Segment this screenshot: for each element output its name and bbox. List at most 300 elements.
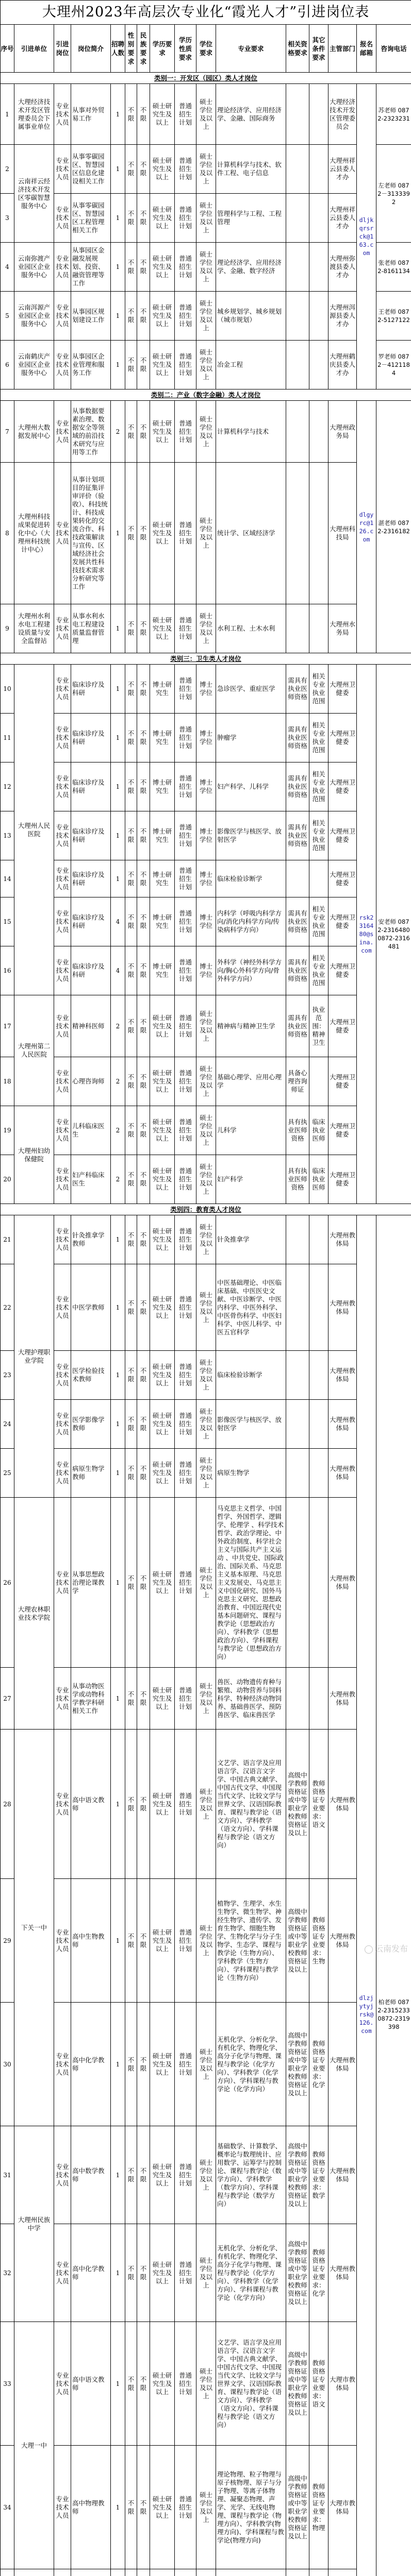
ethnicity-cell: 不限 — [137, 1498, 150, 1668]
other-cell — [309, 2569, 328, 2576]
ethnicity-cell: 不限 — [137, 1668, 150, 1730]
position-cell: 专业技术人员 — [54, 1879, 71, 2003]
ethnicity-cell: 不限 — [137, 811, 150, 860]
education-type-cell: 普通招生计划 — [175, 1057, 196, 1106]
count-cell: 1 — [111, 665, 125, 714]
position-cell: 专业技术人员 — [54, 1215, 71, 1264]
position-cell: 专业技术人员 — [54, 1351, 71, 1400]
degree-cell: 硕士学位及以上 — [196, 1879, 216, 2003]
seq-cell: 12 — [1, 762, 14, 811]
seq-cell: 28 — [1, 1730, 14, 1879]
gender-cell: 不限 — [125, 1668, 137, 1730]
qualification-cell: 具有执业医师资格 — [286, 1106, 309, 1155]
education-cell: 硕士研究生及以上 — [150, 194, 175, 243]
qualification-cell: 高级中学教师资格证或中等职业学校教师资格证及以上 — [286, 2224, 309, 2322]
count-cell: 1 — [111, 714, 125, 762]
position-cell: 专业技术人员 — [54, 1449, 71, 1498]
table-row — [1, 1668, 411, 1730]
other-cell — [309, 1264, 328, 1351]
position-cell: 专业技术人员 — [54, 860, 71, 897]
department-cell: 大理经济技术开发区管理委员会 — [328, 84, 357, 145]
seq-cell: 5 — [1, 292, 14, 341]
education-cell: 硕士研究生及以上 — [150, 1668, 175, 1730]
table-row — [1, 811, 411, 860]
ethnicity-cell: 不限 — [137, 714, 150, 762]
education-cell: 硕士研究生及以上 — [150, 1264, 175, 1351]
ethnicity-cell: 不限 — [137, 1449, 150, 1498]
qualification-cell: 需具有执业医师资格 — [286, 811, 309, 860]
department-cell: 大理州洱源县委人才办 — [328, 292, 357, 341]
education-cell: 硕士研究生及以上 — [150, 1106, 175, 1155]
degree-cell: 硕士学位及以上 — [196, 1215, 216, 1264]
education-cell: 硕士研究生及以上 — [150, 2446, 175, 2569]
header-qualification: 相关资格要求 — [286, 25, 309, 73]
department-cell: 大理州卫健委 — [328, 1155, 357, 1204]
ethnicity-cell: 不限 — [137, 145, 150, 194]
position-cell: 专业技术人员 — [54, 946, 71, 995]
department-cell: 大理州卫健委 — [328, 665, 357, 714]
table-row — [1, 714, 411, 762]
department-cell: 大理州弥渡县委人才办 — [328, 243, 357, 292]
position-cell: 专业技术人员 — [54, 762, 71, 811]
seq-cell: 15 — [1, 897, 14, 946]
description-cell: 高中语文教师 — [71, 2322, 111, 2446]
education-type-cell: 普通招生计划 — [175, 995, 196, 1057]
ethnicity-cell: 不限 — [137, 243, 150, 292]
category-label: 类别三：卫生类人才岗位 — [1, 653, 411, 665]
description-cell: 临床诊疗及科研 — [71, 665, 111, 714]
table-row — [1, 665, 411, 714]
seq-cell: 16 — [1, 946, 14, 995]
qualification-cell — [286, 604, 309, 653]
seq-cell: 29 — [1, 1879, 14, 2003]
table-row — [1, 2322, 411, 2446]
count-cell: 1 — [111, 604, 125, 653]
ethnicity-cell: 不限 — [137, 1155, 150, 1204]
education-type-cell: 普通招生计划 — [175, 84, 196, 145]
gender-cell: 不限 — [125, 1106, 137, 1155]
degree-cell: 硕士学位及以上 — [196, 1668, 216, 1730]
category-label: 类别四：教育类人才岗位 — [1, 1204, 411, 1215]
table-row — [1, 1106, 411, 1155]
gender-cell: 不限 — [125, 1730, 137, 1879]
table-row — [1, 1057, 411, 1106]
position-cell: 专业技术人员 — [54, 995, 71, 1057]
education-type-cell: 普通招生计划 — [175, 1730, 196, 1879]
qualification-cell — [286, 194, 309, 243]
email-cell: rsk2316480@sina.com — [357, 665, 376, 1204]
ethnicity-cell: 不限 — [137, 946, 150, 995]
other-cell — [309, 1057, 328, 1106]
description-cell: 从事思想政治理论课教学 — [71, 1498, 111, 1668]
description-cell — [71, 2569, 111, 2576]
seq-cell: 32 — [1, 2224, 14, 2322]
header-unit: 引进单位 — [14, 25, 54, 73]
position-cell: 专业技术人员 — [54, 84, 71, 145]
unit-cell — [14, 2569, 54, 2576]
description-cell: 高中化学教师 — [71, 2224, 111, 2322]
description-cell: 从事水利水电工程建设质量监督管理 — [71, 604, 111, 653]
department-cell: 大理州卫健委 — [328, 897, 357, 946]
table-row — [1, 1730, 411, 1879]
description-cell: 精神科医师 — [71, 995, 111, 1057]
seq-cell: 21 — [1, 1215, 14, 1264]
education-type-cell: 普通招生计划 — [175, 1351, 196, 1400]
count-cell: 1 — [111, 1879, 125, 2003]
ethnicity-cell — [137, 2569, 150, 2576]
department-cell: 大理州卫健委 — [328, 1057, 357, 1106]
unit-cell: 大理州水利水电工程建设质量与安全监督站 — [14, 604, 54, 653]
seq-cell: 1 — [1, 84, 14, 145]
position-cell: 专业技术人员 — [54, 1106, 71, 1155]
position-cell: 专业技术人员 — [54, 665, 71, 714]
gender-cell: 不限 — [125, 2446, 137, 2569]
ethnicity-cell: 不限 — [137, 1351, 150, 1400]
education-type-cell: 普通招生计划 — [175, 194, 196, 243]
major-cell: 影像医学与核医学、放射医学 — [216, 811, 286, 860]
education-cell: 硕士研究生及以上 — [150, 145, 175, 194]
ethnicity-cell: 不限 — [137, 401, 150, 463]
position-cell: 专业技术人员 — [54, 2322, 71, 2446]
seq-cell: 18 — [1, 1057, 14, 1106]
count-cell: 1 — [111, 2446, 125, 2569]
education-type-cell: 普通招生计划 — [175, 2322, 196, 2446]
other-cell: 相关专业执业范围 — [309, 946, 328, 995]
ethnicity-cell: 不限 — [137, 194, 150, 243]
other-cell: 相关专业执业范围 — [309, 897, 328, 946]
qualification-cell — [286, 463, 309, 604]
major-cell: 城乡规划学、城乡规划（城市规划） — [216, 292, 286, 341]
table-row — [1, 2224, 411, 2322]
table-row — [1, 292, 411, 341]
degree-cell: 硕士学位及以上 — [196, 1057, 216, 1106]
major-cell: 无机化学、分析化学、有机化学、物理化学、高分子化学与物理、课程与教学论（化学方向）、学科教学（化学方向）、学科课程与教学论（化学方向） — [216, 2003, 286, 2126]
description-cell: 从事动物医学或动物科学教学科研相关工作 — [71, 1668, 111, 1730]
major-cell — [216, 2569, 286, 2576]
gender-cell: 不限 — [125, 1057, 137, 1106]
seq-cell: 26 — [1, 1498, 14, 1668]
gender-cell: 不限 — [125, 714, 137, 762]
description-cell: 高中生物教师 — [71, 1879, 111, 2003]
qualification-cell — [286, 1668, 309, 1730]
table-row — [1, 1400, 411, 1449]
position-cell: 专业技术人员 — [54, 1668, 71, 1730]
description-cell: 高中物理教师 — [71, 2446, 111, 2569]
education-cell: 硕士研究生及以上 — [150, 2224, 175, 2322]
table-row — [1, 1449, 411, 1498]
major-cell: 统计学、区域经济学 — [216, 463, 286, 604]
qualification-cell — [286, 1449, 309, 1498]
seq-cell: 7 — [1, 401, 14, 463]
description-cell: 针灸推拿学教师 — [71, 1215, 111, 1264]
position-cell: 专业技术人员 — [54, 243, 71, 292]
gender-cell: 不限 — [125, 1498, 137, 1668]
degree-cell: 博士学位 — [196, 665, 216, 714]
table-row — [1, 1351, 411, 1400]
table-row — [1, 1215, 411, 1264]
count-cell — [111, 2569, 125, 2576]
email-cell: dlzjytyjrsk@126.com — [357, 1215, 376, 2576]
seq-cell: 19 — [1, 1106, 14, 1155]
other-cell — [309, 145, 328, 194]
position-cell: 专业技术人员 — [54, 1400, 71, 1449]
position-cell: 专业技术人员 — [54, 341, 71, 389]
count-cell: 1 — [111, 292, 125, 341]
other-cell: 临床执业医师 — [309, 1155, 328, 1204]
education-cell: 硕士研究生及以上 — [150, 243, 175, 292]
phone-cell: 张老师 0872-8161134 — [376, 243, 411, 292]
gender-cell: 不限 — [125, 665, 137, 714]
gender-cell: 不限 — [125, 2224, 137, 2322]
description-cell: 心理咨询师 — [71, 1057, 111, 1106]
email-cell: dljkqrsrck@163.com — [357, 84, 376, 389]
education-cell: 硕士研究生及以上 — [150, 341, 175, 389]
position-cell: 专业技术人员 — [54, 1155, 71, 1204]
major-cell: 基础数学、计算数学、概率论与数理统计、应用数学、运筹学与控制论、课程与教学论（数学方向）、学科教学（数学方向）、学科课程与教学论（数学方向） — [216, 2126, 286, 2224]
degree-cell — [196, 2569, 216, 2576]
unit-cell: 下关一中 — [14, 1730, 54, 2126]
phone-cell: 罗老师 0872－4121184 — [376, 341, 411, 389]
education-cell: 硕士研究生及以上 — [150, 1730, 175, 1879]
degree-cell: 博士学位 — [196, 897, 216, 946]
qualification-cell: 高级中学教师资格证或中等职业学校教师资格证及以上 — [286, 2322, 309, 2446]
qualification-cell: 高级中学教师资格证或中等职业学校教师资格证及以上 — [286, 2446, 309, 2569]
count-cell: 1 — [111, 1498, 125, 1668]
qualification-cell — [286, 1264, 309, 1351]
ethnicity-cell: 不限 — [137, 84, 150, 145]
description-cell: 从事园区规划建设工作 — [71, 292, 111, 341]
ethnicity-cell: 不限 — [137, 860, 150, 897]
degree-cell: 硕士学位及以上 — [196, 2126, 216, 2224]
major-cell: 针灸推拿学 — [216, 1215, 286, 1264]
degree-cell: 硕士学位及以上 — [196, 145, 216, 194]
description-cell: 临床诊疗及科研 — [71, 714, 111, 762]
description-cell: 高中化学教师 — [71, 2003, 111, 2126]
position-cell: 专业技术人员 — [54, 714, 71, 762]
major-cell: 中医基础理论、中医临床基础、中医医史文献、中医诊断学、中医内科学、中医外科学、中医骨伤科学、中医妇科学、中医儿科学、中医五官科学 — [216, 1264, 286, 1351]
ethnicity-cell: 不限 — [137, 995, 150, 1057]
seq-cell: 25 — [1, 1449, 14, 1498]
count-cell: 2 — [111, 1155, 125, 1204]
ethnicity-cell: 不限 — [137, 341, 150, 389]
header-email: 报名邮箱 — [357, 25, 376, 73]
qualification-cell — [286, 341, 309, 389]
education-cell: 博士研究生 — [150, 762, 175, 811]
count-cell: 1 — [111, 243, 125, 292]
header-department: 主管部门 — [328, 25, 357, 73]
count-cell: 1 — [111, 1730, 125, 1879]
department-cell: 大理州卫健委 — [328, 860, 357, 897]
degree-cell: 硕士学位及以上 — [196, 1155, 216, 1204]
major-cell: 内科学（呼吸内科学方向/消化内科学方向/传染病科学方向） — [216, 897, 286, 946]
degree-cell: 硕士学位及以上 — [196, 995, 216, 1057]
table-row — [1, 243, 411, 292]
unit-cell: 大理农林职业技术学院 — [14, 1498, 54, 1730]
degree-cell: 博士学位 — [196, 762, 216, 811]
ethnicity-cell: 不限 — [137, 2224, 150, 2322]
education-type-cell: 普通招生计划 — [175, 811, 196, 860]
major-cell: 冶金工程 — [216, 341, 286, 389]
education-cell: 硕士研究生及以上 — [150, 292, 175, 341]
table-row — [1, 860, 411, 897]
position-cell: 专业技术人员 — [54, 2446, 71, 2569]
description-cell: 临床诊疗及科研 — [71, 897, 111, 946]
category-label: 类别二：产业（数字金融）类人才岗位 — [1, 389, 411, 401]
header-position: 引进岗位 — [54, 25, 71, 73]
qualification-cell — [286, 1215, 309, 1264]
watermark-text: 云南发布 — [375, 1944, 408, 1954]
qualification-cell: 需具有执业医师资格 — [286, 714, 309, 762]
other-cell — [309, 1215, 328, 1264]
qualification-cell: 需具有执业医师资格 — [286, 995, 309, 1057]
qualification-cell: 高级中学教师资格证或中等职业学校教师资格证及以上 — [286, 1730, 309, 1879]
education-type-cell: 普通招生计划 — [175, 1668, 196, 1730]
other-cell: 相关专业执业范围 — [309, 811, 328, 860]
department-cell: 大理州教体局 — [328, 1498, 357, 1668]
education-cell: 硕士研究生及以上 — [150, 1498, 175, 1668]
count-cell: 1 — [111, 84, 125, 145]
gender-cell: 不限 — [125, 1449, 137, 1498]
other-cell — [309, 860, 328, 897]
qualification-cell — [286, 2569, 309, 2576]
seq-cell: 27 — [1, 1668, 14, 1730]
other-cell — [309, 1400, 328, 1449]
department-cell: 大理州教体局 — [328, 2003, 357, 2126]
description-cell: 医学影像学教师 — [71, 1400, 111, 1449]
header-other: 其它条件要求 — [309, 25, 328, 73]
count-cell: 2 — [111, 1106, 125, 1155]
header-major: 专业要求 — [216, 25, 286, 73]
gender-cell: 不限 — [125, 604, 137, 653]
department-cell: 大理州水务局 — [328, 604, 357, 653]
count-cell: 1 — [111, 2003, 125, 2126]
other-cell: 教师资格证专业要求：化学 — [309, 2224, 328, 2322]
major-cell: 临床检验诊断学 — [216, 1351, 286, 1400]
other-cell — [309, 341, 328, 389]
ethnicity-cell: 不限 — [137, 2003, 150, 2126]
education-type-cell: 普通招生计划 — [175, 1498, 196, 1668]
ethnicity-cell: 不限 — [137, 2322, 150, 2446]
department-cell: 大理州卫健委 — [328, 1106, 357, 1155]
position-cell: 专业技术人员 — [54, 2224, 71, 2322]
education-type-cell: 普通招生计划 — [175, 292, 196, 341]
table-body — [1, 73, 411, 2576]
education-type-cell: 普通招生计划 — [175, 762, 196, 811]
seq-cell: 23 — [1, 1351, 14, 1400]
department-cell: 大理州教体局 — [328, 2126, 357, 2224]
ethnicity-cell: 不限 — [137, 1264, 150, 1351]
header-count: 招聘人数 — [111, 25, 125, 73]
table-row — [1, 194, 411, 243]
description-cell: 从事园区企业管理和服务工作 — [71, 341, 111, 389]
position-cell: 专业技术人员 — [54, 292, 71, 341]
major-cell: 肿瘤学 — [216, 714, 286, 762]
count-cell: 4 — [111, 946, 125, 995]
gender-cell: 不限 — [125, 1879, 137, 2003]
education-type-cell: 普通招生计划 — [175, 2446, 196, 2569]
table-row — [1, 1264, 411, 1351]
table-row — [1, 145, 411, 194]
email-cell: dlgyrc@126.com — [357, 401, 376, 653]
major-cell: 文艺学、语言学及应用语言学、汉语言文字学、中国古典文献学、中国古代文学、中国现当代文学、比较文学与世界文学、汉语国际教育、课程与教学论（语文方向）、学科教学（语文方向）、学科课程与教学论（语文方向） — [216, 1730, 286, 1879]
department-cell — [328, 2569, 357, 2576]
qualification-cell: 具备心理咨询师证 — [286, 1057, 309, 1106]
category-row — [1, 653, 411, 665]
department-cell: 大理州祥云县委人才办 — [328, 194, 357, 243]
other-cell: 相关专业执业范围 — [309, 665, 328, 714]
major-cell: 兽医、动物遗传育种与繁殖、动物营养与饲料科学、特种经济动物饲养、基础兽医学、预防兽医学、临床兽医学 — [216, 1668, 286, 1730]
education-type-cell: 普通招生计划 — [175, 2126, 196, 2224]
degree-cell: 硕士学位及以上 — [196, 1730, 216, 1879]
department-cell: 大理州卫健委 — [328, 714, 357, 762]
department-cell: 大理州教体局 — [328, 1400, 357, 1449]
phone-cell: 苏老师 0872-2323231 — [376, 84, 411, 145]
seq-cell: 10 — [1, 665, 14, 714]
count-cell: 1 — [111, 2224, 125, 2322]
seq-cell: 17 — [1, 995, 14, 1057]
education-cell: 硕士研究生及以上 — [150, 1057, 175, 1106]
count-cell: 1 — [111, 811, 125, 860]
education-cell: 博士研究生 — [150, 665, 175, 714]
education-type-cell: 普通招生计划 — [175, 897, 196, 946]
qualification-cell — [286, 1400, 309, 1449]
header-degree: 学位要求 — [196, 25, 216, 73]
major-cell: 病原生物学 — [216, 1449, 286, 1498]
education-type-cell: 普通招生计划 — [175, 1400, 196, 1449]
phone-cell: 湛老师 0872-2316182 — [376, 401, 411, 653]
description-cell: 临床诊疗及科研 — [71, 946, 111, 995]
description-cell: 高中数学教师 — [71, 2126, 111, 2224]
table-row — [1, 604, 411, 653]
description-cell: 从事数据要素治理、数据安全等领域的前沿技术研究与应用等工作 — [71, 401, 111, 463]
degree-cell: 硕士学位及以上 — [196, 1400, 216, 1449]
ethnicity-cell: 不限 — [137, 292, 150, 341]
degree-cell: 硕士学位及以上 — [196, 2003, 216, 2126]
education-cell: 硕士研究生及以上 — [150, 1351, 175, 1400]
header-education-type: 学历性质要求 — [175, 25, 196, 73]
seq-cell: 33 — [1, 2322, 14, 2446]
education-cell: 硕士研究生及以上 — [150, 1215, 175, 1264]
count-cell: 2 — [111, 401, 125, 463]
table-row — [1, 946, 411, 995]
gender-cell: 不限 — [125, 2003, 137, 2126]
degree-cell: 硕士学位及以上 — [196, 243, 216, 292]
major-cell: 精神病与精神卫生学 — [216, 995, 286, 1057]
degree-cell: 硕士学位及以上 — [196, 1498, 216, 1668]
unit-cell: 大理一中 — [14, 2322, 54, 2569]
major-cell: 无机化学、分析化学、有机化学、物理化学、高分子化学与物理、课程与教学论（化学方向）、学科教学（化学方向）、学科课程与教学论（化学方向） — [216, 2224, 286, 2322]
ethnicity-cell: 不限 — [137, 665, 150, 714]
degree-cell: 硕士学位及以上 — [196, 604, 216, 653]
department-cell: 大理州卫健委 — [328, 811, 357, 860]
ethnicity-cell: 不限 — [137, 762, 150, 811]
major-cell: 马克思主义哲学、中国哲学、外国哲学、逻辑学、伦理学 、科学技术哲学、政治学理论、中外政治制度、科学社会主义与国际共产主义运动 、中共党史、国际政治、国际关系、马克思主义基本原理、马克思主义发展史、马克思主义中国化研究、国外马克思主义研究、思想政治教育、中国近现代史基本问题研究、课程与教学论（思想政治方向）、学科教学（思想政治方向）、学科课程与教学论（思想政治方向） — [216, 1498, 286, 1668]
other-cell — [309, 1498, 328, 1668]
other-cell: 教师资格证专业要求：语文 — [309, 1730, 328, 1879]
major-cell: 水利工程、土木水利 — [216, 604, 286, 653]
unit-cell: 大理经济技术开发区管理委员会下属事业单位 — [14, 84, 54, 145]
other-cell: 教师资格证专业要求：数学 — [309, 2126, 328, 2224]
education-cell: 硕士研究生及以上 — [150, 2322, 175, 2446]
other-cell — [309, 1449, 328, 1498]
table-row — [1, 341, 411, 389]
seq-cell: 22 — [1, 1264, 14, 1351]
position-cell: 专业技术人员 — [54, 1730, 71, 1879]
department-cell: 大理州教体局 — [328, 1264, 357, 1351]
table-row — [1, 401, 411, 463]
description-cell: 妇产科临床医生 — [71, 1155, 111, 1204]
gender-cell: 不限 — [125, 194, 137, 243]
